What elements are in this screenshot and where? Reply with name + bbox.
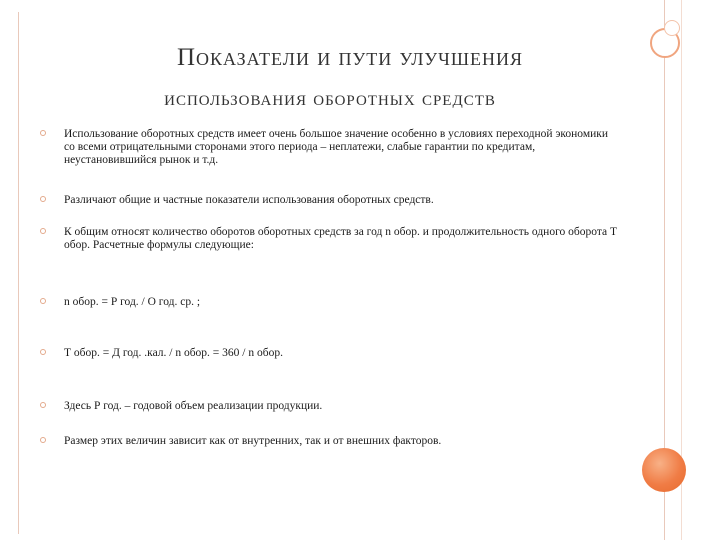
bullet-marker-icon (40, 228, 46, 234)
bullet-marker-icon (40, 130, 46, 136)
bullet-item (40, 194, 620, 226)
orange-orb-decoration-icon (642, 448, 686, 492)
bullet-item (40, 128, 620, 194)
bullet-text: Размер этих величин зависит как от внутренних, так и от внешних факторов. (64, 435, 442, 447)
bullet-list (40, 128, 620, 448)
bullet-text: Здесь Р год. – годовой объем реализации продукции. (64, 400, 323, 412)
frame-left-line (18, 12, 19, 534)
slide-title-line2: использования оборотных средств (164, 86, 496, 110)
bullet-marker-icon (40, 402, 46, 408)
bullet-item (40, 296, 620, 347)
bullet-marker-icon (40, 196, 46, 202)
bullet-text: Различают общие и частные показатели использования оборотных средств. (64, 194, 434, 206)
bullet-text: К общим относят количество оборотов оборотных средств за год n обор. и продолжительность одного оборота Т обор. Расчетные формулы следующие: (64, 226, 618, 251)
slide-title-line1: Показатели и пути улучшения (176, 44, 523, 71)
bullet-item (40, 347, 620, 400)
slide-title (90, 38, 610, 118)
bullet-marker-icon (40, 437, 46, 443)
bullet-text: Т обор. = Д год. .кал. / n обор. = 360 / n обор. (64, 347, 283, 359)
bullet-text: n обор. = Р год. / О год. ср. ; (64, 296, 201, 308)
bullet-marker-icon (40, 349, 46, 355)
bullet-item (40, 435, 620, 448)
bullet-item (40, 400, 620, 435)
bullet-marker-icon (40, 298, 46, 304)
bullet-text: Использование оборотных средств имеет очень большое значение особенно в условиях переходной экономики со всеми отрицательными сторонами этого периода – неплатежи, слабые гарантии по кредитам, неустановившийся рынок и т.д. (64, 128, 608, 166)
bullet-item (40, 226, 620, 296)
small-ring-decoration-icon (664, 20, 680, 36)
